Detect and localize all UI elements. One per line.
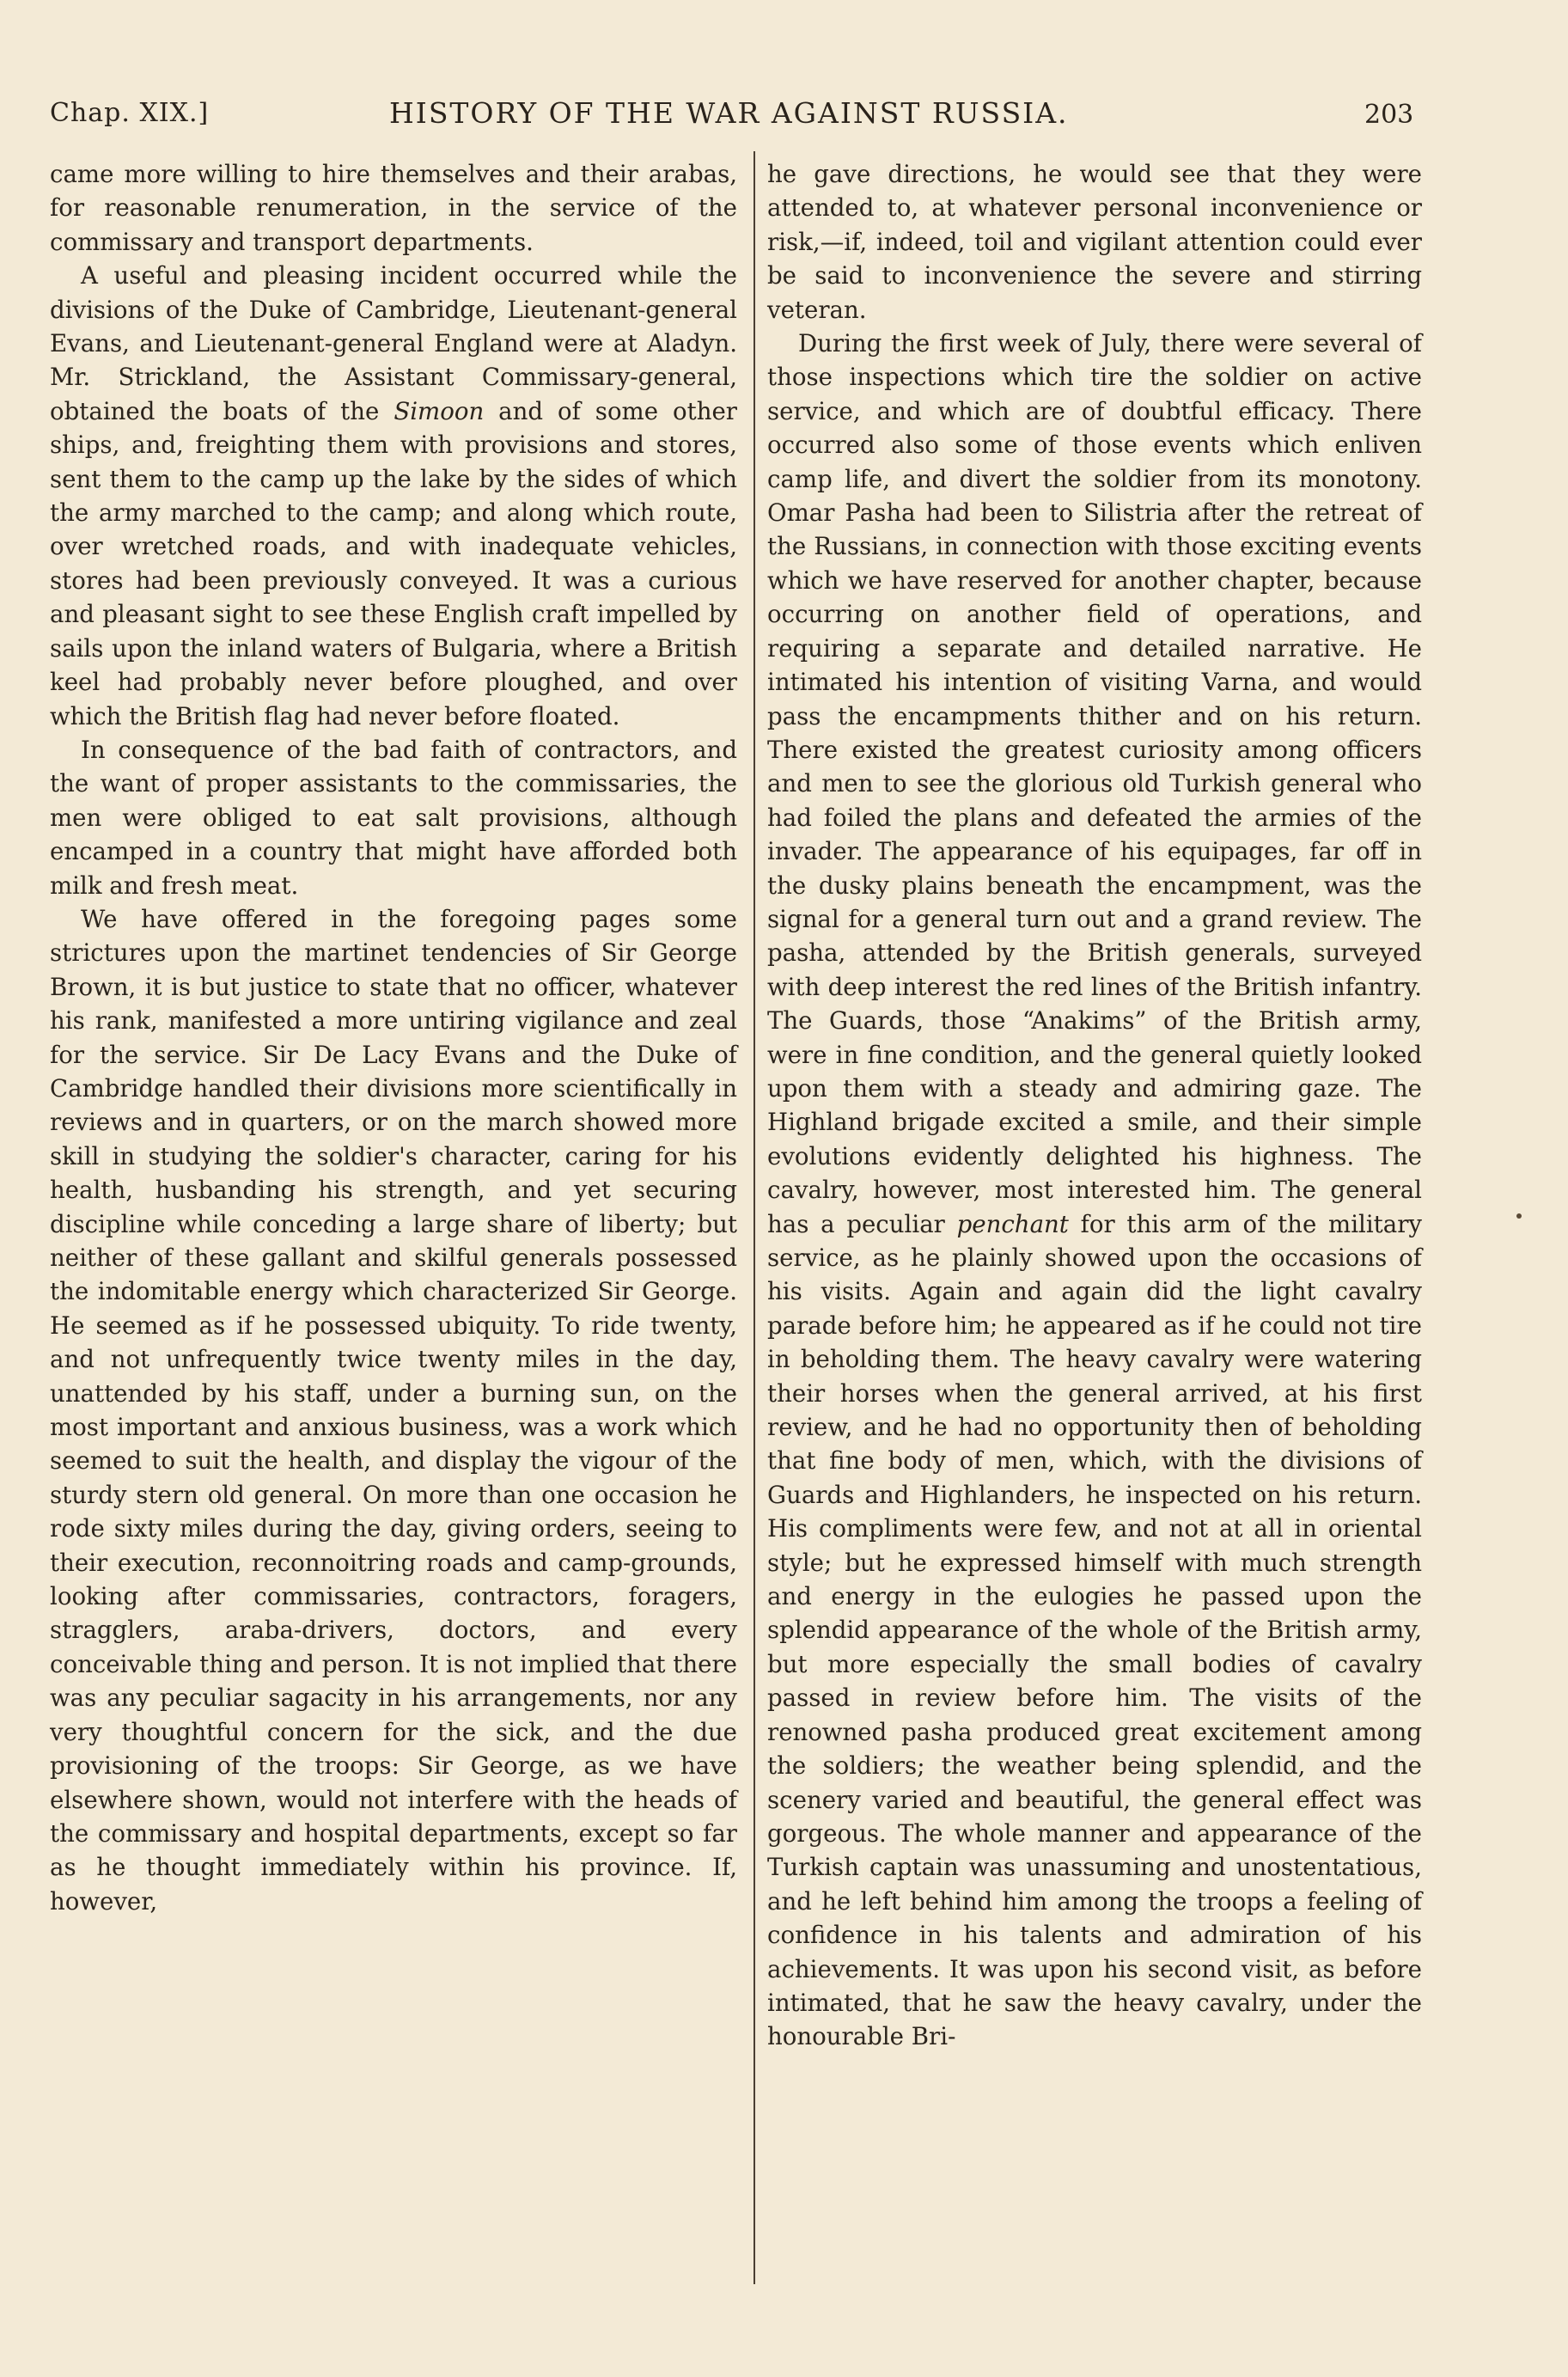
page-number: 203 (1364, 100, 1414, 130)
column-divider (753, 151, 755, 2284)
italic-word: penchant (956, 1209, 1069, 1238)
right-column (767, 157, 1422, 2054)
paragraph: he gave directions, he would see that they were attended to, at whatever personal inconvenience or risk,—if, indeed, toil and vigilant attention could ever be said to inconvenience the severe and stirring veteran. (767, 160, 1422, 324)
paragraph (767, 327, 1422, 2054)
left-column (50, 157, 737, 1918)
paragraph: In consequence of the bad faith of contractors, and the want of proper assistants to the commissaries, the men were obliged to eat salt provisions, although encamped in a country that might have afforded both milk and fresh meat. (50, 735, 737, 900)
paragraph-text: A useful and pleasing incident occurred while the divisions of the Duke of Cambridge, Lieutenant-general Evans, and Lieutenant-general England were at Aladyn. Mr. Strickland, the Assistant Commissary-general, obtained the boats of the (50, 261, 737, 425)
paragraph-text: During the first week of July, there were several of those inspections which tire the soldier on active service, and which are of doubtful efficacy. There occurred also some of those events which enliven camp life, and divert the soldier from its monotony. Omar Pasha had been to Silistria after the retreat of the Russians, in connection with those exciting events which we have reserved for another chapter, because occurring on another field of operations, and requiring a separate and detailed narrative. He intimated his intention of visiting Varna, and would pass the encampments thither and on his return. There existed the greatest curiosity among officers and men to see the glorious old Turkish general who had foiled the plans and defeated the armies of the invader. The appearance of his equipages, far off in the dusky plains beneath the encampment, was the signal for a general turn out and a grand review. The pasha, attended by the British generals, surveyed with deep interest the red lines of the British infantry. The Guards, those “Anakims” of the British army, were in fine condition, and the general quietly looked upon them with a steady and admiring gaze. The Highland brigade excited a smile, and their simple evolutions evidently delighted his highness. The cavalry, however, most interested him. The general has a peculiar (767, 329, 1422, 1238)
paragraph: came more willing to hire themselves and their arabas, for reasonable renumeration, in the service of the commissary and transport departments. (50, 160, 737, 256)
paragraph: We have offered in the foregoing pages some strictures upon the martinet tendencies of Sir George Brown, it is but justice to state that no officer, whatever his rank, manifested a more untiring vigilance and zeal for the service. Sir De Lacy Evans and the Duke of Cambridge handled their divisions more scientifically in reviews and in quarters, or on the march showed more skill in studying the soldier's character, caring for his health, husbanding his strength, and yet securing discipline while conceding a large share of liberty; but neither of these gallant and skilful generals possessed the indomitable energy which characterized Sir George. He seemed as if he possessed ubiquity. To ride twenty, and not unfrequently twice twenty miles in the day, unattended by his staff, under a burning sun, on the most important and anxious business, was a work which seemed to suit the health, and display the vigour of the sturdy stern old general. On more than one occasion he rode sixty miles during the day, giving orders, seeing to their execution, reconnoitring roads and camp-grounds, looking after commissaries, contractors, foragers, stragglers, araba-drivers, doctors, and every conceivable thing and person. It is not implied that there was any peculiar sagacity in his arrangements, nor any very thoughtful concern for the sick, and the due provisioning of the troops: Sir George, as we have elsewhere shown, would not interfere with the heads of the commissary and hospital departments, except so far as he thought immediately within his province. If, however, (50, 904, 737, 1916)
paragraph-text: for this arm of the military service, as he plainly showed upon the occasions of his visits. Again and again did the light cavalry parade before him; he appeared as if he could not tire in beholding them. The heavy cavalry were watering their horses when the general arrived, at his first review, and he had no opportunity then of beholding that fine body of men, which, with the divisions of Guards and Highlanders, he inspected on his return. His compliments were few, and not at all in oriental style; but he expressed himself with much strength and energy in the eulogies he passed upon the splendid appearance of the whole of the British army, but more especially the small bodies of cavalry passed in review before him. The visits of the renowned pasha produced great excitement among the soldiers; the weather being splendid, and the scenery varied and beautiful, the general effect was gorgeous. The whole manner and appearance of the Turkish captain was unassuming and unostentatious, and he left behind him among the troops a feeling of confidence in his talents and admiration of his achievements. It was upon his second visit, as before intimated, that he saw the heavy cavalry, under the honourable Bri- (767, 1209, 1422, 2051)
running-title: HISTORY OF THE WAR AGAINST RUSSIA. (389, 96, 1069, 130)
ship-name: Simoon (394, 396, 485, 425)
running-header (50, 84, 1425, 136)
paragraph (50, 259, 737, 733)
paragraph-text: and of some other ships, and, freighting them with provisions and stores, sent them to the camp up the lake by the sides of which the army marched to the camp; and along which route, over wretched roads, and with inadequate vehicles, stores had been previously conveyed. It was a curious and pleasant sight to see these English craft impelled by sails upon the inland waters of Bulgaria, where a British keel had probably never before ploughed, and over which the British flag had never before floated. (50, 396, 737, 730)
chapter-label: Chap. XIX.] (50, 98, 210, 128)
paper-speck (1516, 1213, 1522, 1219)
